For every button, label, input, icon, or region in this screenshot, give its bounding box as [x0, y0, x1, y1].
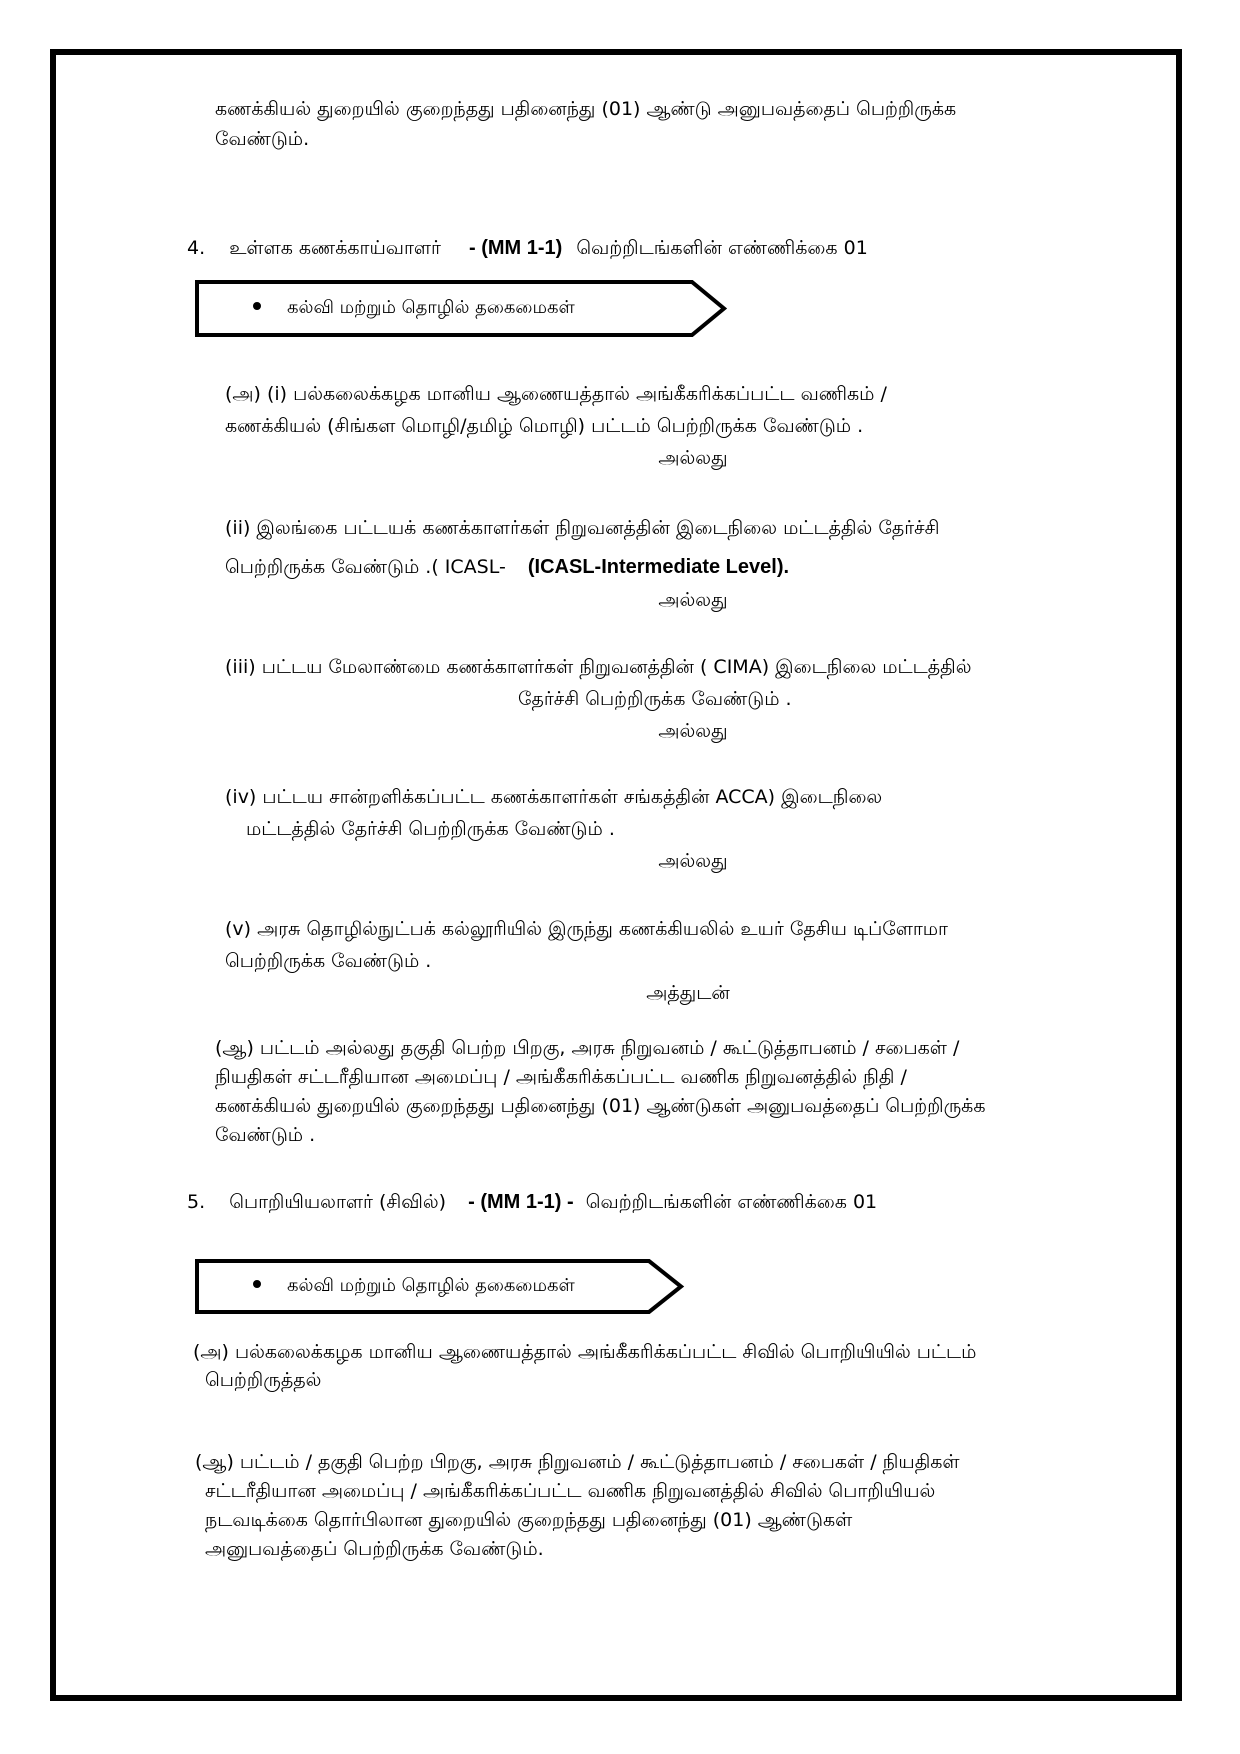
section-5-number: 5.	[187, 1191, 206, 1213]
section-4-a-iii-line-2: தேர்ச்சி பெற்றிருக்க வேண்டும் .	[518, 688, 792, 710]
bullet-icon	[253, 302, 261, 310]
section-4-qualifications-box	[195, 280, 730, 337]
section-4-a-v-line-1: (v) அரசு தொழில்நுட்பக் கல்லூரியில் இருந்து கணக்கியலில் உயர் தேசிய டிப்ளோமா	[225, 918, 948, 940]
section-5-a-line-1: (அ) பல்கலைக்கழக மானிய ஆணையத்தால் அங்கீகரிக்கப்பட்ட சிவில் பொறியியில் பட்டம்	[193, 1341, 977, 1363]
section-4-a-ii-bold: (ICASL-Intermediate Level).	[527, 556, 790, 578]
section-5-b-line-1: (ஆ) பட்டம் / தகுதி பெற்ற பிறகு, அரசு நிறுவனம் / கூட்டுத்தாபனம் / சபைகள் / நியதிகள்	[195, 1451, 960, 1473]
section-4-a-ii-line-1: (ii) இலங்கை பட்டயக் கணக்காளர்கள் நிறுவனத்தின் இடைநிலை மட்டத்தில் தேர்ச்சி	[225, 517, 940, 539]
section-5-box-label: கல்வி மற்றும் தொழில் தகைமைகள்	[287, 1275, 575, 1296]
section-4-heading	[187, 233, 868, 264]
and-label: அத்துடன்	[646, 982, 730, 1004]
section-4-a-iii-line-1: (iii) பட்டய மேலாண்மை கணக்காளர்கள் நிறுவனத்தின் ( CIMA) இடைநிலை மட்டத்தில்	[225, 656, 972, 678]
section-4-a-iv-line-2: மட்டத்தில் தேர்ச்சி பெற்றிருக்க வேண்டும் .	[246, 818, 615, 840]
section-4-a-v-line-2: பெற்றிருக்க வேண்டும் .	[225, 950, 432, 972]
section-4-box-label: கல்வி மற்றும் தொழில் தகைமைகள்	[287, 297, 575, 318]
section-5-b-line-2: சட்டரீதியான அமைப்பு / அங்கீகரிக்கப்பட்ட வணிக நிறுவனத்தில் சிவில் பொறியியல்	[205, 1480, 936, 1502]
section-4-a-i-line-2: கணக்கியல் (சிங்கள மொழி/தமிழ் மொழி) பட்டம் பெற்றிருக்க வேண்டும் .	[225, 415, 864, 437]
section-4-b-line-2: நியதிகள் சட்டரீதியான அமைப்பு / அங்கீகரிக்கப்பட்ட வணிக நிறுவனத்தில் நிதி /	[215, 1066, 907, 1088]
section-4-b-line-3: கணக்கியல் துறையில் குறைந்தது பதினைந்து (01) ஆண்டுகள் அனுபவத்தைப் பெற்றிருக்க	[215, 1095, 986, 1117]
section-4-number: 4.	[187, 237, 206, 259]
or-label-4: அல்லது	[658, 850, 728, 872]
section-4-b-line-1: (ஆ) பட்டம் அல்லது தகுதி பெற்ற பிறகு, அரசு நிறுவனம் / கூட்டுத்தாபனம் / சபைகள் /	[215, 1037, 960, 1059]
section-5-vacancies: வெற்றிடங்களின் எண்ணிக்கை 01	[585, 1191, 878, 1213]
section-4-box-label-wrap	[253, 296, 575, 320]
section-4-a-i-line-1: (அ) (i) பல்கலைக்கழக மானிய ஆணையத்தால் அங்கீகரிக்கப்பட்ட வணிகம் /	[225, 383, 887, 405]
section-5-title: பொறியியலாளர் (சிவில்)	[229, 1191, 447, 1213]
or-label-3: அல்லது	[658, 720, 728, 742]
bullet-icon	[253, 1280, 261, 1288]
section-4-a-ii-text: பெற்றிருக்க வேண்டும் .( ICASL-	[225, 556, 506, 578]
section-4-vacancies: வெற்றிடங்களின் எண்ணிக்கை 01	[576, 237, 868, 259]
or-label-2: அல்லது	[658, 589, 728, 611]
section-5-box-label-wrap	[253, 1274, 575, 1298]
section-5-code: - (MM 1-1) -	[468, 1191, 574, 1213]
section-5-b-line-4: அனுபவத்தைப் பெற்றிருக்க வேண்டும்.	[205, 1538, 544, 1560]
or-label-1: அல்லது	[658, 447, 728, 469]
section-5-qualifications-box	[195, 1259, 685, 1314]
intro-line-1: கணக்கியல் துறையில் குறைந்தது பதினைந்து (01) ஆண்டு அனுபவத்தைப் பெற்றிருக்க	[215, 98, 957, 120]
section-5-heading	[187, 1187, 877, 1218]
section-4-title: உள்ளக கணக்காய்வாளர்	[229, 237, 441, 259]
section-4-b-line-4: வேண்டும் .	[215, 1124, 316, 1146]
section-5-a-line-2: பெற்றிருத்தல்	[205, 1369, 322, 1391]
section-4-code: - (MM 1-1)	[469, 237, 563, 259]
intro-line-2: வேண்டும்.	[215, 128, 310, 150]
section-5-b-line-3: நடவடிக்கை தொர்பிலான துறையில் குறைந்தது பதினைந்து (01) ஆண்டுகள்	[205, 1509, 853, 1531]
section-4-a-ii-line-2	[225, 552, 789, 583]
section-4-a-iv-line-1: (iv) பட்டய சான்றளிக்கப்பட்ட கணக்காளர்கள் சங்கத்தின் ACCA) இடைநிலை	[225, 786, 883, 808]
